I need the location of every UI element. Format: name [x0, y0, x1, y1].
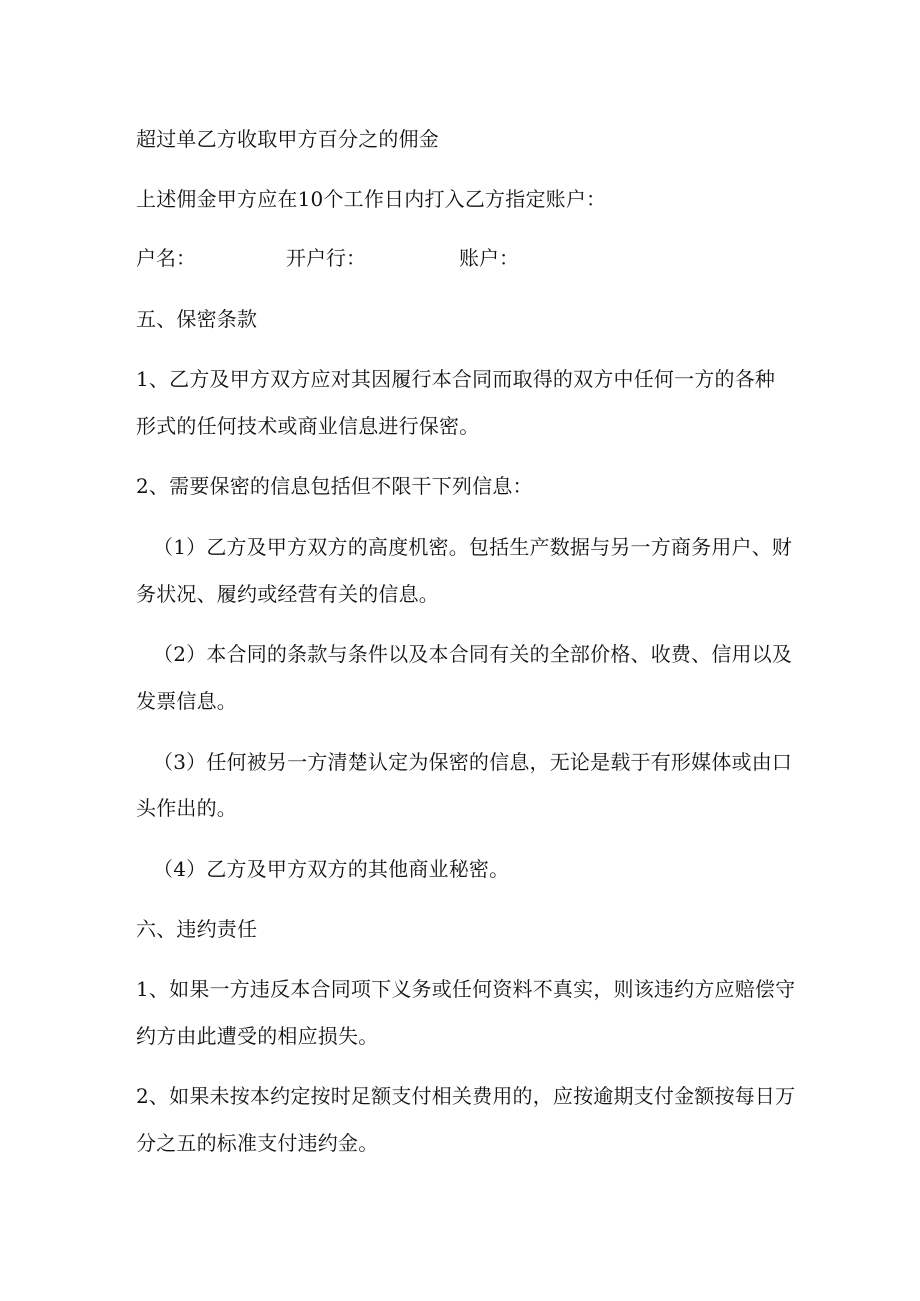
- section-five-heading: 五、保密条款: [136, 307, 258, 331]
- confidential-subitem-3-line-1: （3）任何被另一方清楚认定为保密的信息，无论是载于有形媒体或由口: [153, 750, 793, 774]
- section-five-item-1-line-2: 形式的任何技术或商业信息进行保密。: [136, 414, 480, 438]
- bank-label: 开户行：: [286, 246, 366, 270]
- section-five-item-1-line-1: 1、乙方及甲方双方应对其因履行本合同而取得的双方中任何一方的各种: [136, 367, 776, 391]
- confidential-subitem-2-line-1: （2）本合同的条款与条件以及本合同有关的全部价格、收费、信用以及: [153, 642, 793, 666]
- confidential-subitem-4: （4）乙方及甲方双方的其他商业秘密。: [153, 857, 510, 881]
- account-name-label: 户名：: [136, 246, 196, 270]
- section-six-item-2-line-2: 分之五的标准支付违约金。: [136, 1131, 379, 1155]
- commission-text: 超过单乙方收取甲方百分之的佣金: [136, 127, 439, 151]
- section-five-item-2: 2、需要保密的信息包括但不限干下列信息：: [136, 474, 533, 498]
- confidential-subitem-1-line-2: 务状况、履约或经营有关的信息。: [136, 582, 439, 606]
- confidential-subitem-2-line-2: 发票信息。: [136, 689, 237, 713]
- payment-instruction: 上述佣金甲方应在10个工作日内打入乙方指定账户：: [136, 187, 607, 211]
- section-six-item-1-line-1: 1、如果一方违反本合同项下义务或任何资料不真实，则该违约方应赔偿守: [136, 977, 796, 1001]
- account-number-label: 账户：: [459, 246, 519, 270]
- section-six-item-2-line-1: 2、如果未按本约定按时足额支付相关费用的，应按逾期支付金额按每日万: [136, 1084, 796, 1108]
- confidential-subitem-1-line-1: （1）乙方及甲方双方的高度机密。包括生产数据与另一方商务用户、财: [153, 535, 793, 559]
- confidential-subitem-3-line-2: 头作出的。: [136, 796, 237, 820]
- section-six-item-1-line-2: 约方由此遭受的相应损失。: [136, 1024, 379, 1048]
- section-six-heading: 六、违约责任: [136, 917, 258, 941]
- account-info-line: [136, 246, 636, 270]
